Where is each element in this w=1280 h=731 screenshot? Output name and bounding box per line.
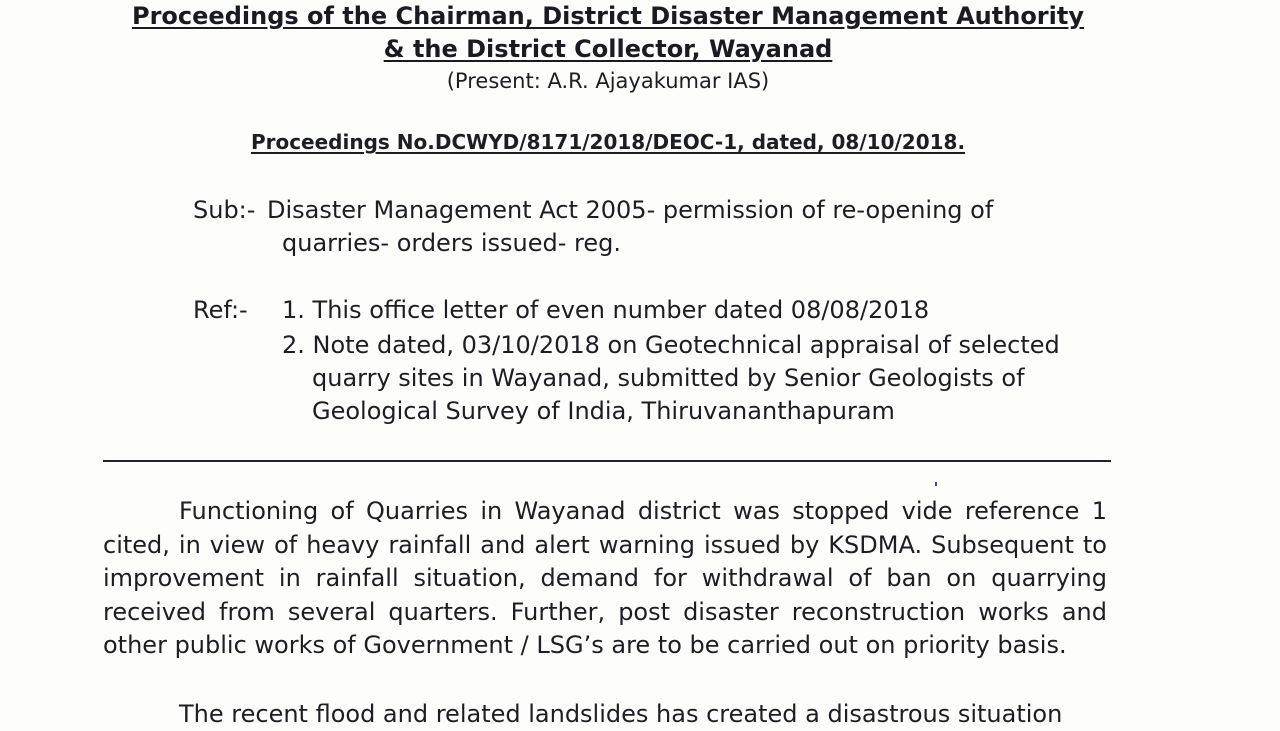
reference-item-2-line-1: 2. Note dated, 03/10/2018 on Geotechnical appraisal of selected — [282, 331, 1060, 359]
header-line-1: Proceedings of the Chairman, District Disaster Management Authority — [132, 2, 1084, 30]
reference-item-1: 1. This office letter of even number dated 08/08/2018 — [282, 296, 930, 324]
subject-line-2: quarries- orders issued- reg. — [282, 229, 621, 257]
reference-label: Ref:- — [193, 296, 248, 324]
body-paragraph-2: The recent flood and related landslides has created a disastrous situation — [179, 700, 1063, 728]
reference-item-2-line-2: quarry sites in Wayanad, submitted by Senior Geologists of — [312, 364, 1025, 392]
proceedings-number: Proceedings No.DCWYD/8171/2018/DEOC-1, dated, 08/10/2018. — [250, 130, 966, 154]
ink-speck — [935, 482, 937, 486]
reference-item-2-line-3: Geological Survey of India, Thiruvananthapuram — [312, 397, 895, 425]
subject-line-1: Disaster Management Act 2005- permission of re-opening of — [267, 196, 994, 224]
subject-label: Sub:- — [193, 196, 256, 224]
divider-rule — [103, 460, 1111, 462]
body-paragraph-1: Functioning of Quarries in Wayanad district was stopped vide reference 1 cited, in view of heavy rainfall and alert warning issued by KSDMA. Subsequent to improvement in rainfall situation, demand for withdrawal of ban on quarrying received from several quarters. Further, post disaster reconstruction works and other public works of Government / LSG’s are to be carried out on priority basis. — [103, 497, 1107, 659]
present-line: (Present: A.R. Ajayakumar IAS) — [446, 69, 770, 93]
header-line-2: & the District Collector, Wayanad — [383, 35, 833, 63]
